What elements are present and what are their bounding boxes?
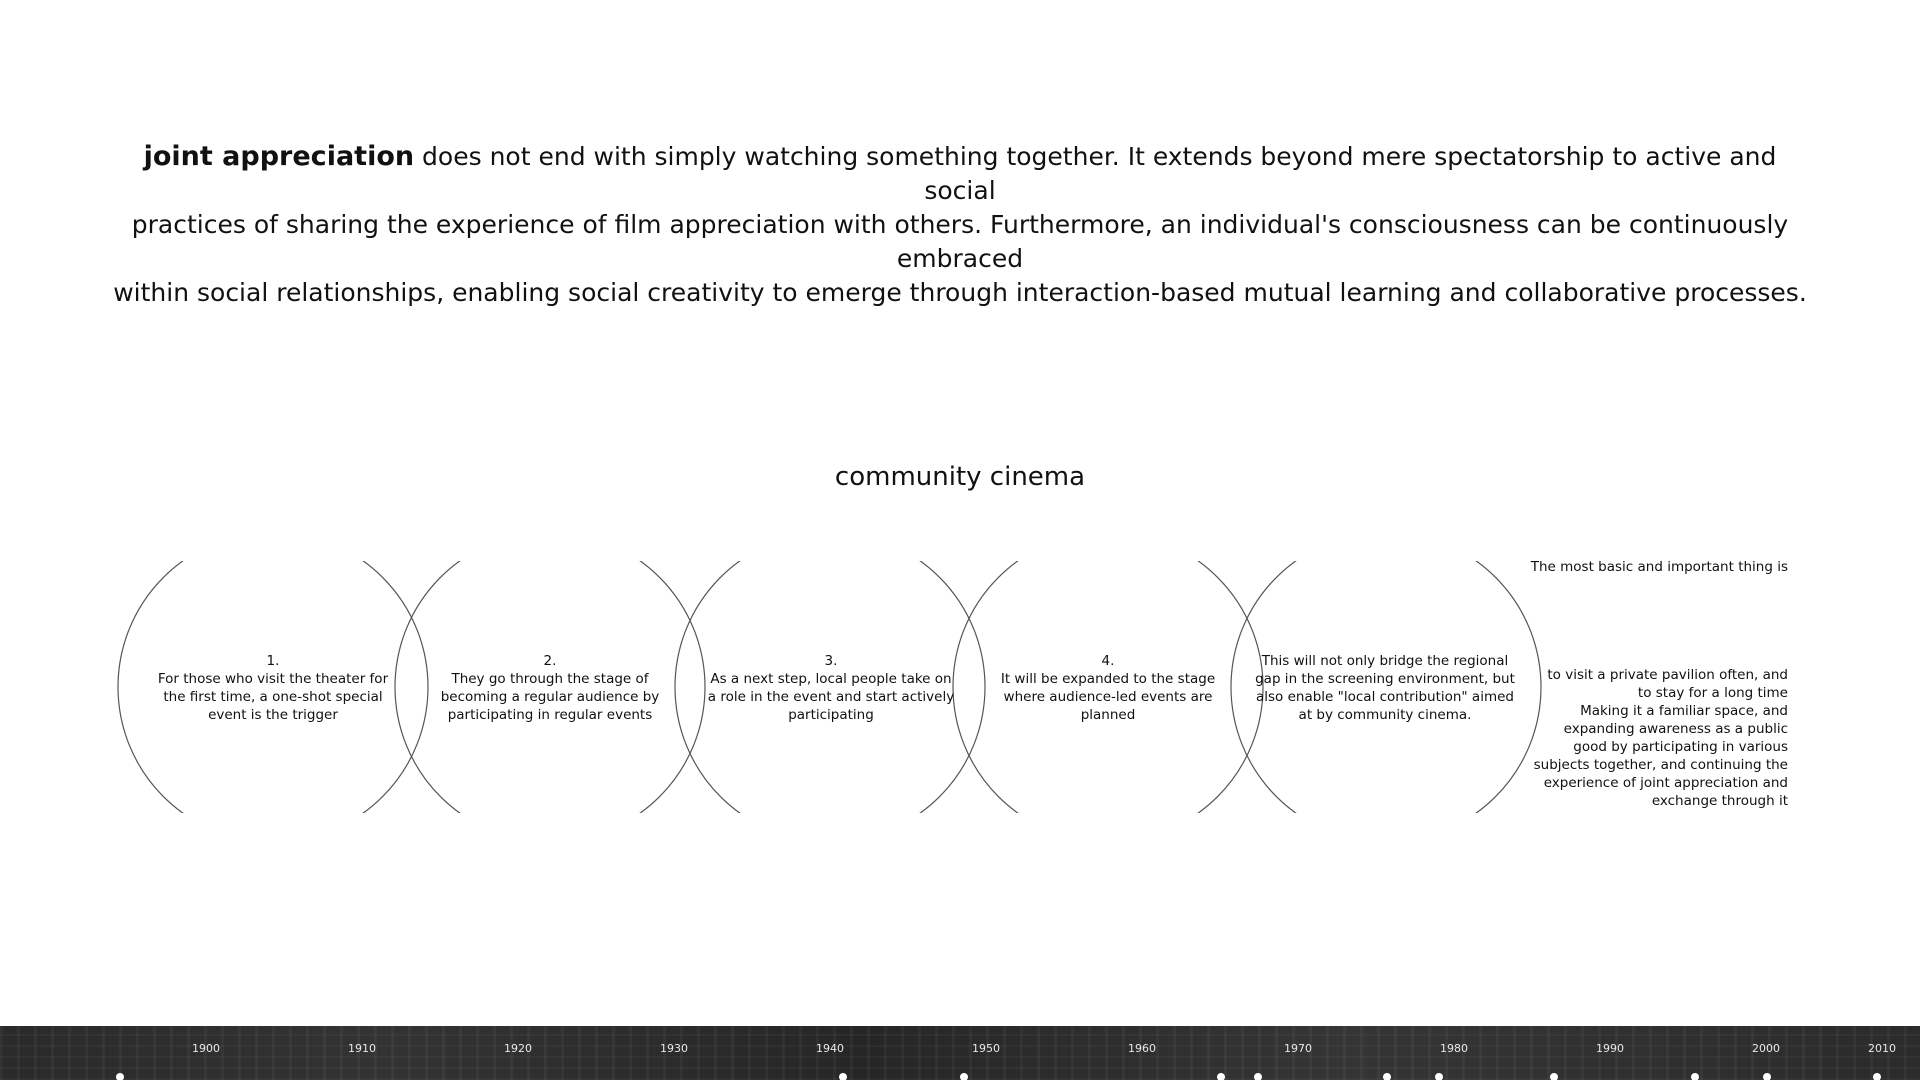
stage-2-number: 2. xyxy=(543,653,557,669)
timeline-year[interactable]: 1970 xyxy=(1284,1042,1312,1055)
section-title: community cinema xyxy=(834,462,1086,492)
timeline-year[interactable]: 2010 xyxy=(1868,1042,1896,1055)
side-note-line: good by participating in various xyxy=(1573,739,1788,755)
stage-4 xyxy=(983,652,1233,724)
timeline-event-marker[interactable] xyxy=(1435,1073,1443,1080)
intro-line-2: practices of sharing the experience of film appreciation with others. Furthermore, an individual's consciousness can be continuously embraced xyxy=(131,210,1789,273)
side-note-line: exchange through it xyxy=(1651,793,1788,809)
timeline-event-marker[interactable] xyxy=(1383,1073,1391,1080)
stage-1 xyxy=(148,652,398,724)
stage-4-number: 4. xyxy=(1101,653,1115,669)
timeline-year[interactable]: 1990 xyxy=(1596,1042,1624,1055)
timeline-year[interactable]: 2000 xyxy=(1752,1042,1780,1055)
side-note-line: Making it a familiar space, and xyxy=(1580,703,1788,719)
stage-5 xyxy=(1252,652,1518,724)
timeline-year[interactable]: 1910 xyxy=(348,1042,376,1055)
timeline-event-marker[interactable] xyxy=(116,1073,124,1080)
timeline-event-marker[interactable] xyxy=(839,1073,847,1080)
stage-3-number: 3. xyxy=(824,653,838,669)
timeline-event-marker[interactable] xyxy=(1873,1073,1881,1080)
side-note-line: expanding awareness as a public xyxy=(1563,721,1788,737)
intro-line-3: within social relationships, enabling social creativity to emerge through interaction-based mutual learning and collaborative processes. xyxy=(113,278,1807,307)
side-note-line: to visit a private pavilion often, and xyxy=(1547,667,1788,683)
timeline-year[interactable]: 1960 xyxy=(1128,1042,1156,1055)
intro-keyword: joint appreciation xyxy=(143,141,415,172)
stage-1-number: 1. xyxy=(266,653,280,669)
timeline-event-marker[interactable] xyxy=(960,1073,968,1080)
side-note-heading: The most basic and important thing is xyxy=(1530,559,1788,575)
intro-line-1: does not end with simply watching something together. It extends beyond mere spectatorship to active and social xyxy=(414,142,1777,205)
timeline-event-marker[interactable] xyxy=(1217,1073,1225,1080)
intro-paragraph xyxy=(110,140,1810,310)
timeline-year[interactable]: 1900 xyxy=(192,1042,220,1055)
side-note-line: experience of joint appreciation and xyxy=(1543,775,1788,791)
timeline-year[interactable]: 1920 xyxy=(504,1042,532,1055)
stage-1-text: For those who visit the theater for the first time, a one-shot special event is the trigger xyxy=(157,671,389,723)
side-note-body xyxy=(1530,666,1788,810)
timeline-event-marker[interactable] xyxy=(1254,1073,1262,1080)
stage-4-text: It will be expanded to the stage where audience-led events are planned xyxy=(1000,671,1216,723)
timeline-year[interactable]: 1930 xyxy=(660,1042,688,1055)
side-note-line: to stay for a long time xyxy=(1637,685,1788,701)
timeline-event-marker[interactable] xyxy=(1763,1073,1771,1080)
side-note-line: subjects together, and continuing the xyxy=(1533,757,1788,773)
stage-2-text: They go through the stage of becoming a regular audience by participating in regular events xyxy=(440,671,660,723)
timeline-event-marker[interactable] xyxy=(1550,1073,1558,1080)
timeline-year[interactable]: 1980 xyxy=(1440,1042,1468,1055)
timeline-year[interactable]: 1940 xyxy=(816,1042,844,1055)
stage-3 xyxy=(705,652,957,724)
timeline-year[interactable]: 1950 xyxy=(972,1042,1000,1055)
timeline-event-marker[interactable] xyxy=(1691,1073,1699,1080)
timeline-bar[interactable] xyxy=(0,1026,1920,1080)
stage-2 xyxy=(425,652,675,724)
stage-3-text: As a next step, local people take on a role in the event and start actively participating xyxy=(707,671,955,723)
stage-5-text: This will not only bridge the regional gap in the screening environment, but also enable "local contribution" aimed at by community cinema. xyxy=(1255,653,1515,723)
